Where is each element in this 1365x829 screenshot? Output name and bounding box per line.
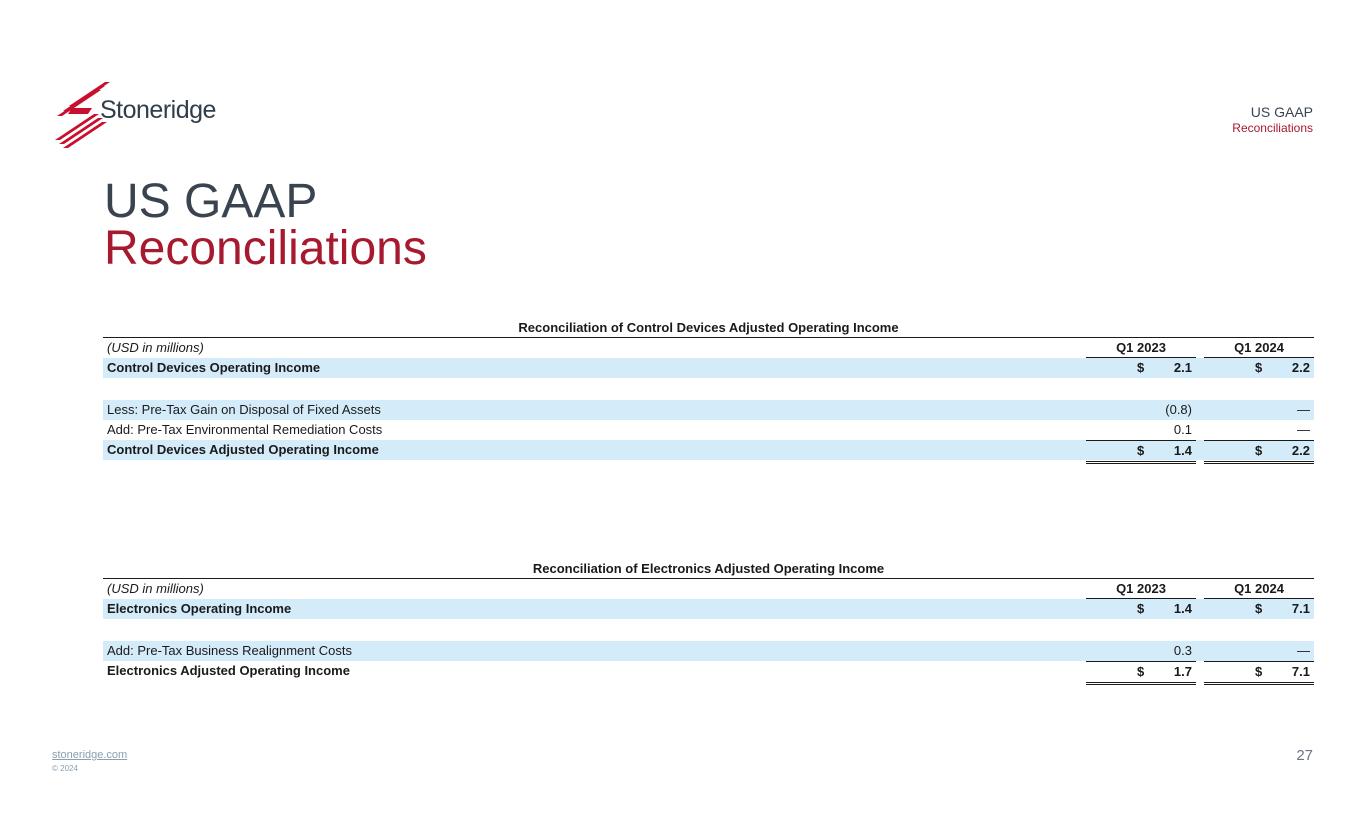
units-label: (USD in millions): [107, 340, 204, 355]
website-link[interactable]: stoneridge.com: [52, 749, 128, 761]
currency-symbol: $: [1255, 360, 1263, 375]
row-label: Add: Pre-Tax Business Realignment Costs: [107, 643, 352, 658]
row-label: Control Devices Adjusted Operating Income: [107, 442, 379, 457]
value-q1-2024: 2.2: [1291, 360, 1310, 375]
control-devices-reconciliation-table: [103, 319, 1314, 460]
currency-symbol: $: [1255, 664, 1263, 679]
table-row: [103, 358, 1314, 378]
value-q1-2023: 0.3: [1173, 643, 1192, 658]
value-q1-2023: 0.1: [1173, 422, 1192, 437]
table-header-row: [103, 579, 1314, 599]
column-header-q1-2023: Q1 2023: [1086, 338, 1196, 358]
currency-symbol: $: [1137, 664, 1145, 679]
currency-symbol: $: [1137, 443, 1145, 458]
page-title-line1: US GAAP: [104, 175, 318, 228]
table-row: [103, 420, 1314, 440]
copyright: © 2024: [52, 764, 78, 773]
table-header-row: [103, 338, 1314, 358]
row-label: Less: Pre-Tax Gain on Disposal of Fixed Assets: [107, 402, 381, 417]
column-header-q1-2024: Q1 2024: [1204, 579, 1314, 599]
row-label: Add: Pre-Tax Environmental Remediation Costs: [107, 422, 383, 437]
brand-wordmark: Stoneridge: [100, 96, 216, 124]
page-title-line2: Reconciliations: [104, 222, 427, 275]
value-q1-2024: 7.1: [1291, 664, 1310, 679]
units-label: (USD in millions): [107, 581, 204, 596]
table-row: [103, 400, 1314, 420]
value-q1-2024: 2.2: [1291, 443, 1310, 458]
section-header: [1232, 104, 1313, 135]
value-q1-2024: —: [1297, 402, 1310, 417]
column-header-q1-2023: Q1 2023: [1086, 579, 1196, 599]
value-q1-2023: 1.4: [1173, 443, 1192, 458]
row-label: Electronics Operating Income: [107, 601, 292, 616]
page-number: 27: [1296, 747, 1313, 764]
currency-symbol: $: [1137, 360, 1145, 375]
column-header-q1-2024: Q1 2024: [1204, 338, 1314, 358]
table-row: [103, 641, 1314, 661]
value-q1-2024: 7.1: [1291, 601, 1310, 616]
value-q1-2023: 1.7: [1173, 664, 1192, 679]
row-label: Control Devices Operating Income: [107, 360, 321, 375]
page-title: [104, 175, 427, 275]
currency-symbol: $: [1137, 601, 1145, 616]
currency-symbol: $: [1255, 601, 1263, 616]
table-row: [103, 599, 1314, 619]
currency-symbol: $: [1255, 443, 1263, 458]
section-header-line2: Reconciliations: [1232, 121, 1313, 135]
value-q1-2023: (0.8): [1165, 402, 1192, 417]
value-q1-2024: —: [1297, 643, 1310, 658]
table-row: [103, 661, 1314, 681]
value-q1-2024: —: [1297, 422, 1310, 437]
electronics-reconciliation-table: [103, 560, 1314, 681]
table-title: Reconciliation of Control Devices Adjusted Operating Income: [103, 319, 1314, 338]
section-header-line1: US GAAP: [1250, 104, 1313, 120]
table-title: Reconciliation of Electronics Adjusted Operating Income: [103, 560, 1314, 579]
value-q1-2023: 2.1: [1173, 360, 1192, 375]
table-row: [103, 440, 1314, 460]
row-label: Electronics Adjusted Operating Income: [107, 663, 350, 678]
value-q1-2023: 1.4: [1173, 601, 1192, 616]
